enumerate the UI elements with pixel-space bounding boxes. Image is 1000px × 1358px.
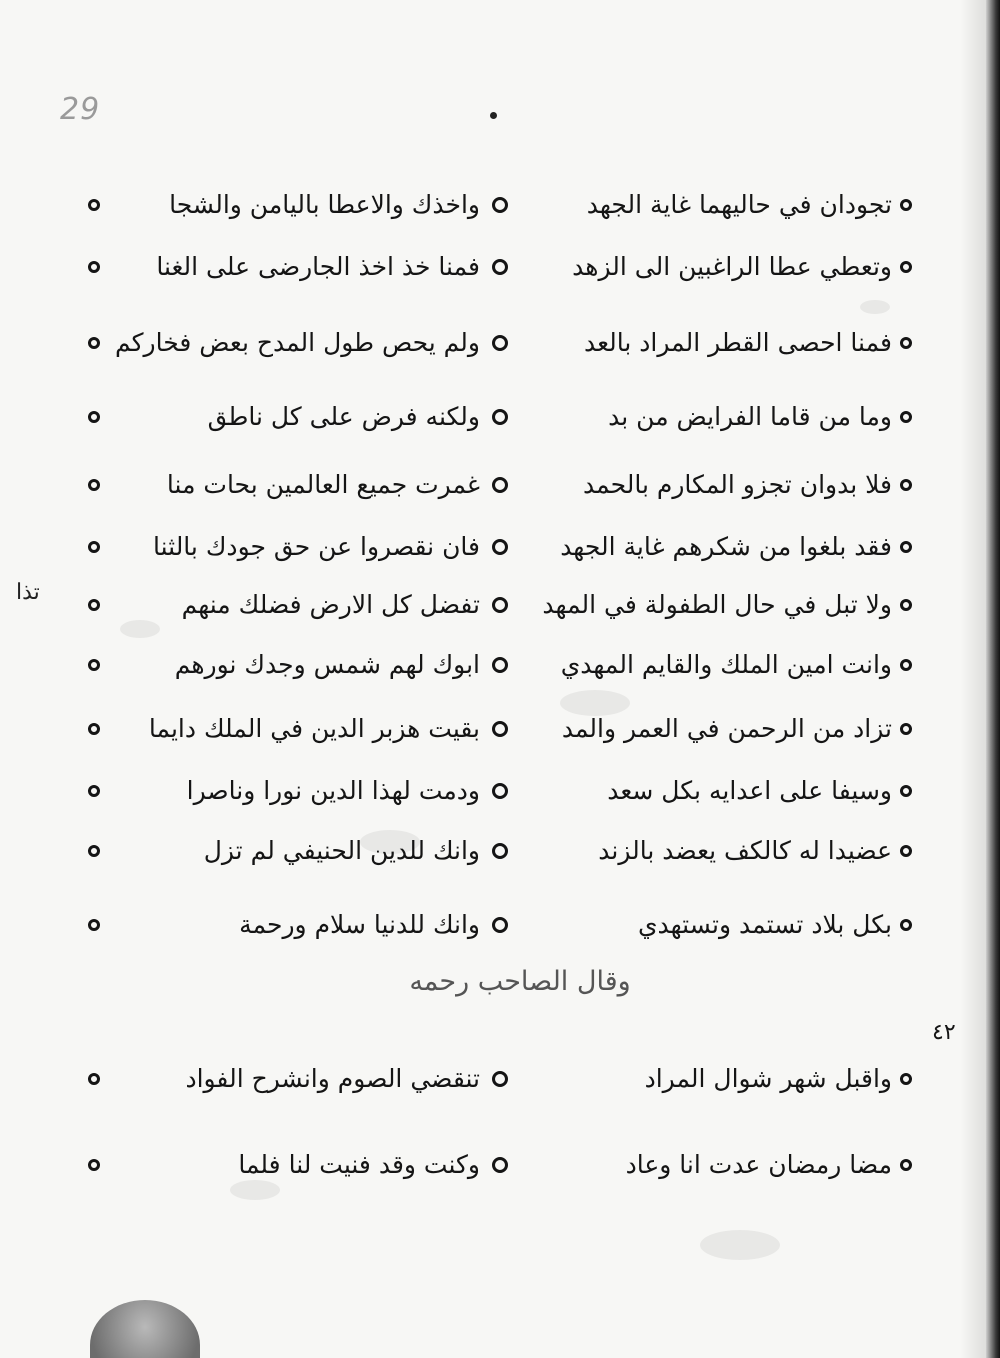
hemistich-separator <box>492 1157 508 1173</box>
hemistich-separator <box>492 259 508 275</box>
verse-start-mark <box>88 785 100 797</box>
verse-start-mark <box>88 1073 100 1085</box>
verse-end-mark <box>900 599 912 611</box>
verse-line <box>80 1054 920 1104</box>
verse-line <box>80 180 920 230</box>
first-hemistich: فمنا خذ اخذ الجارضى على الغنا <box>156 252 480 281</box>
verse-start-mark <box>88 479 100 491</box>
verse-line <box>80 826 920 876</box>
verse-start-mark <box>88 411 100 423</box>
first-hemistich: بقيت هزبر الدين في الملك دايما <box>148 714 480 743</box>
hemistich-separator <box>492 409 508 425</box>
verse-end-mark <box>900 1073 912 1085</box>
hemistich-separator <box>492 539 508 555</box>
second-hemistich: عضيدا له كالكف يعضد بالزند <box>598 836 892 865</box>
paper-stain <box>560 690 630 716</box>
first-hemistich: واخذك والاعطا باليامن والشجا <box>169 190 480 219</box>
hemistich-separator <box>492 477 508 493</box>
verse-end-mark <box>900 785 912 797</box>
first-hemistich: وانك للدنيا سلام ورحمة <box>239 910 480 939</box>
hemistich-separator <box>492 721 508 737</box>
verse-line <box>80 1140 920 1190</box>
verse-end-mark <box>900 261 912 273</box>
first-hemistich: ولم يحص طول المدح بعض فخاركم <box>114 328 480 357</box>
verse-line <box>80 318 920 368</box>
verse-end-mark <box>900 723 912 735</box>
second-hemistich: فقد بلغوا من شكرهم غاية الجهد <box>560 532 892 561</box>
verse-line <box>80 392 920 442</box>
second-hemistich: تجودان في حاليهما غاية الجهد <box>586 190 892 219</box>
first-hemistich: وكنت وقد فنيت لنا فلما <box>238 1150 480 1179</box>
verse-start-mark <box>88 845 100 857</box>
verse-line <box>80 460 920 510</box>
margin-note: تذا <box>16 580 40 605</box>
verse-line <box>80 640 920 690</box>
first-hemistich: وانك للدين الحنيفي لم تزل <box>203 836 480 865</box>
hemistich-separator <box>492 597 508 613</box>
first-hemistich: ابوك لهم شمس وجدك نورهم <box>174 650 480 679</box>
first-hemistich: تفضل كل الارض فضلك منهم <box>181 590 480 619</box>
first-hemistich: فان نقصروا عن حق جودك بالثنا <box>152 532 480 561</box>
hemistich-separator <box>492 335 508 351</box>
second-hemistich: وتعطي عطا الراغبين الى الزهد <box>572 252 892 281</box>
paper-stain <box>360 830 420 854</box>
hemistich-separator <box>492 783 508 799</box>
verse-start-mark <box>88 541 100 553</box>
verse-start-mark <box>88 919 100 931</box>
verse-end-mark <box>900 919 912 931</box>
paper-stain <box>230 1180 280 1200</box>
binding-shadow <box>960 0 986 1358</box>
verse-start-mark <box>88 337 100 349</box>
verse-start-mark <box>88 723 100 735</box>
hemistich-separator <box>492 1071 508 1087</box>
verse-start-mark <box>88 1159 100 1171</box>
verse-end-mark <box>900 411 912 423</box>
photographer-thumb <box>90 1300 200 1358</box>
verse-end-mark <box>900 337 912 349</box>
verse-end-mark <box>900 479 912 491</box>
hemistich-separator <box>492 657 508 673</box>
section-number: ٤٢ <box>932 1020 956 1045</box>
verse-line <box>80 900 920 950</box>
first-hemistich: غمرت جميع العالمين بحات منا <box>166 470 480 499</box>
verse-end-mark <box>900 199 912 211</box>
folio-number: 29 <box>60 92 101 127</box>
verse-start-mark <box>88 599 100 611</box>
second-hemistich: فلا بدوان تجزو المكارم بالحمد <box>583 470 892 499</box>
verse-start-mark <box>88 199 100 211</box>
second-hemistich: وما من قاما الفرايض من بد <box>608 402 892 431</box>
second-hemistich: مضا رمضان عدت انا وعاد <box>625 1150 892 1179</box>
verse-end-mark <box>900 1159 912 1171</box>
verse-end-mark <box>900 541 912 553</box>
verse-line <box>80 580 920 630</box>
second-hemistich: وسيفا على اعدايه بكل سعد <box>607 776 892 805</box>
verse-start-mark <box>88 659 100 671</box>
hemistich-separator <box>492 197 508 213</box>
verse-line <box>80 704 920 754</box>
paper-stain <box>120 620 160 638</box>
first-hemistich: ودمت لهذا الدين نورا وناصرا <box>186 776 480 805</box>
second-hemistich: وانت امين الملك والقايم المهدي <box>560 650 892 679</box>
binding-edge <box>986 0 1000 1358</box>
second-hemistich: واقبل شهر شوال المراد <box>644 1064 892 1093</box>
verse-start-mark <box>88 261 100 273</box>
second-hemistich: فمنا احصى القطر المراد بالعد <box>583 328 892 357</box>
verse-end-mark <box>900 659 912 671</box>
second-hemistich: ولا تبل في حال الطفولة في المهد <box>542 590 892 619</box>
hemistich-separator <box>492 917 508 933</box>
verse-end-mark <box>900 845 912 857</box>
first-hemistich: ولكنه فرض على كل ناطق <box>207 402 480 431</box>
paper-stain <box>860 300 890 314</box>
second-hemistich: تزاد من الرحمن في العمر والمد <box>561 714 892 743</box>
poem-heading: وقال الصاحب رحمه <box>409 966 631 997</box>
verse-line <box>80 242 920 292</box>
ink-dot <box>490 112 497 119</box>
second-hemistich: بكل بلاد تستمد وتستهدي <box>637 910 892 939</box>
verse-line <box>80 522 920 572</box>
paper-stain <box>700 1230 780 1260</box>
hemistich-separator <box>492 843 508 859</box>
verse-line <box>80 766 920 816</box>
first-hemistich: تنقضي الصوم وانشرح الفواد <box>185 1064 480 1093</box>
